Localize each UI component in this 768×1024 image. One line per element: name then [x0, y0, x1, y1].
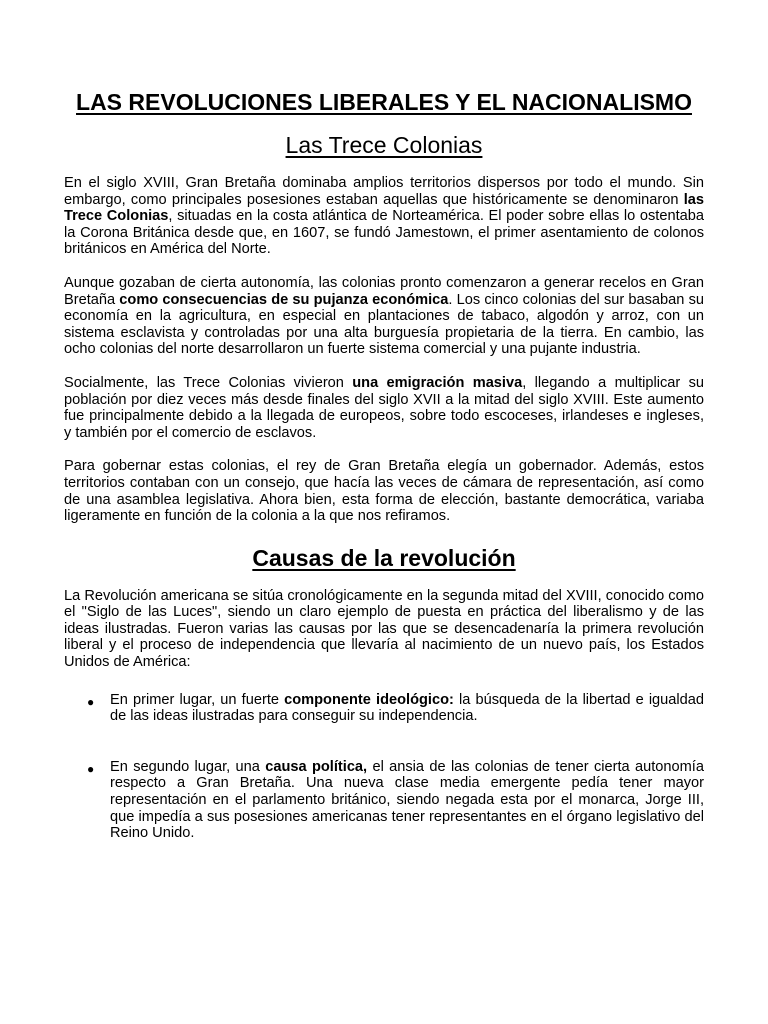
paragraph-text: el ansia de las colonias de tener cierta autonomía respecto a Gran Bretaña. Una nueva clase media emergente pedía tener mayor representación en el parlamento británico, siendo negada esta por el monarca, Jorge III, que impedía a sus posesiones americanas tener representantes en el órgano legislativo del Reino Unido. — [110, 758, 704, 842]
causes-list — [64, 692, 704, 842]
paragraph-text: . Los cinco colonias del sur basaban su economía en la agricultura, en especial en plantaciones de tabaco, algodón y arroz, con un sistema esclavista y controladas por una alta burguesía propietaria de la tierra. En cambio, las ocho colonias del norte desarrollaron un fuerte sistema comercial y una pujante industria. — [64, 291, 704, 358]
paragraph-text: En segundo lugar, una — [110, 758, 266, 775]
bullet-icon: ● — [87, 694, 95, 709]
list-item-text — [110, 759, 704, 842]
bold-phrase: causa política, — [265, 758, 368, 775]
bold-phrase: una emigración masiva — [352, 374, 523, 391]
section-heading-trece-colonias: Las Trece Colonias — [285, 132, 483, 158]
paragraph-intro — [64, 175, 704, 258]
paragraph-text: la búsqueda de la libertad e igualdad de las ideas ilustradas para conseguir su independencia. — [110, 691, 704, 725]
paragraph-society — [64, 375, 704, 441]
paragraph-causes-intro: La Revolución americana se sitúa cronológicamente en la segunda mitad del XVIII, conocido como el "Siglo de las Luces", siendo un claro ejemplo de puesta en práctica del liberalismo y de las ideas ilustradas. Fueron varias las causas por las que se desencadenaría la primera revolución liberal y el proceso de independencia que llevaría al nacimiento de un nuevo país, los Estados Unidos de América: — [64, 587, 704, 671]
bold-phrase: las Trece Colonias — [64, 191, 704, 225]
paragraph-text: Aunque gozaban de cierta autonomía, las colonias pronto comenzaron a generar recelos en Gran Bretaña — [64, 274, 704, 308]
paragraph-government: Para gobernar estas colonias, el rey de Gran Bretaña elegía un gobernador. Además, estos territorios contaban con un consejo, que hacía las veces de cámara de representación, así como de una asamblea legislativa. Ahora bien, esta forma de elección, bastante democrática, variaba ligeramente en función de la colonia a la que nos refiramos. — [64, 458, 704, 525]
paragraph-text: Socialmente, las Trece Colonias vivieron — [64, 374, 353, 391]
paragraph-text: En el siglo XVIII, Gran Bretaña dominaba amplios territorios dispersos por todo el mundo. Sin embargo, como principales posesiones estaban aquellas que históricamente se denominaron — [64, 175, 704, 208]
paragraph-economy — [64, 275, 704, 358]
bold-phrase: como consecuencias de su pujanza económica — [119, 291, 449, 308]
paragraph-text: , situadas en la costa atlántica de Norteamérica. El poder sobre ellas lo ostentaba la Corona Británica desde que, en 1607, se fundó Jamestown, el primer asentamiento de colonos británicos en América del Norte. — [64, 208, 704, 258]
paragraph-text: En primer lugar, un fuerte — [110, 691, 285, 708]
paragraph-text: , llegando a multiplicar su población por diez veces más desde finales del siglo XVII a la mitad del siglo XVIII. Este aumento fue principalmente debido a la llegada de europeos, sobre todo escoceses, irlandeses e ingleses, y también por el comercio de esclavos. — [64, 374, 704, 441]
list-item — [64, 692, 704, 725]
list-item — [64, 759, 704, 842]
document-title: LAS REVOLUCIONES LIBERALES Y EL NACIONALISMO — [76, 89, 692, 115]
bold-phrase: componente ideológico: — [284, 691, 454, 708]
bullet-icon: ● — [87, 761, 95, 776]
section-heading-causas: Causas de la revolución — [252, 544, 516, 571]
list-item-text — [110, 692, 704, 725]
